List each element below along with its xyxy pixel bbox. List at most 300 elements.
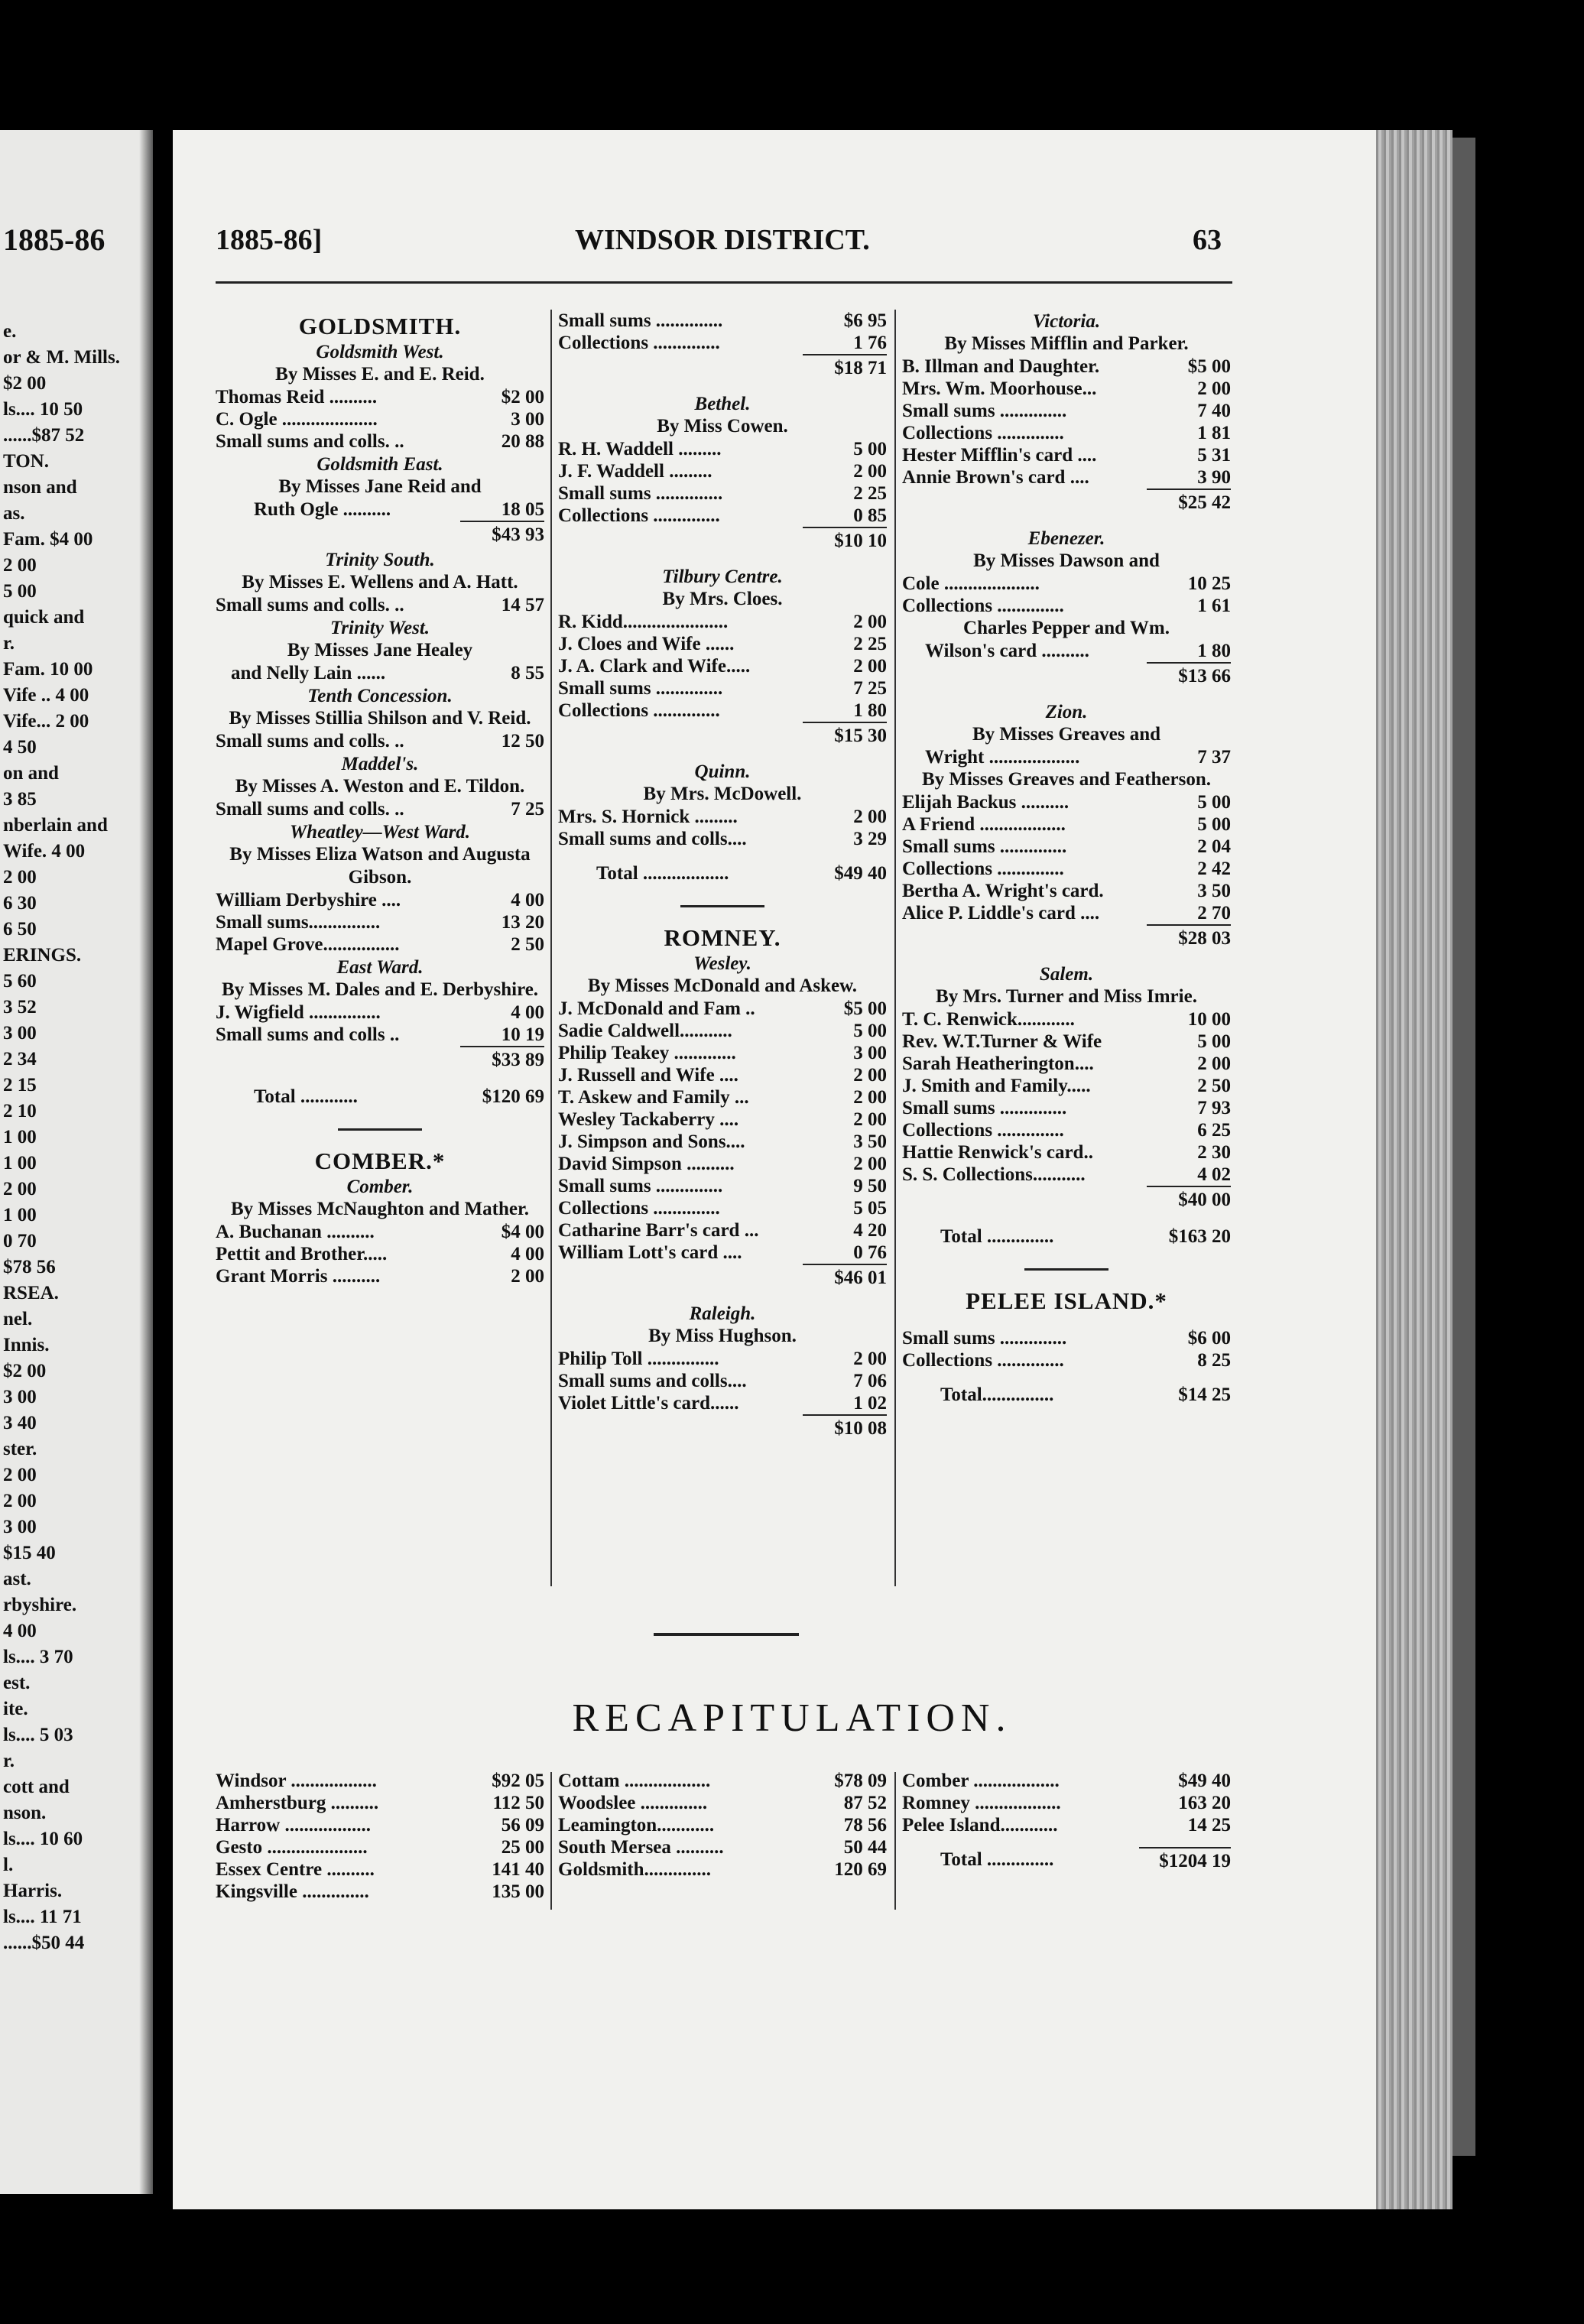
entry-amount: 2 30 [1197, 1142, 1231, 1163]
collectors: By Miss Cowen. [657, 416, 788, 437]
entry-label: Cottam .................. [558, 1771, 711, 1791]
entry-row [558, 1814, 887, 1836]
entry-row [902, 378, 1231, 400]
entry-row [902, 1053, 1231, 1075]
entry-label: Woodslee .............. [558, 1793, 708, 1813]
entry-label: Small sums .............. [902, 401, 1067, 421]
header-title: WINDSOR DISTRICT. [575, 224, 870, 256]
subtotal: $10 10 [558, 527, 887, 554]
entry-amount: 5 00 [1197, 1031, 1231, 1052]
entry-label: C. Ogle .................... [216, 409, 378, 430]
entry-label: Collections .............. [902, 423, 1064, 443]
left-page-text: ......$87 52 [3, 425, 85, 446]
subtotal: $28 03 [902, 924, 1231, 952]
entry-amount: 10 25 [1187, 573, 1231, 594]
entry-row [558, 1042, 887, 1064]
entry-amount: 10 00 [1187, 1009, 1231, 1030]
collectors: By Misses Jane Reid and [278, 476, 482, 497]
entry-row [558, 1770, 887, 1792]
left-page-text: 0 70 [3, 1231, 37, 1251]
left-page-text: 3 00 [3, 1517, 37, 1537]
recap-column-2 [558, 1770, 887, 1881]
entry-amount: 1 76 [853, 333, 887, 353]
entry-row [902, 355, 1231, 378]
entry-amount: 4 20 [853, 1220, 887, 1241]
entry-label: Small sums and colls. .. [216, 431, 404, 452]
entry-amount: 2 00 [1197, 378, 1231, 399]
entry-amount: 163 20 [1178, 1793, 1231, 1813]
entry-label: J. Simpson and Sons.... [558, 1131, 745, 1152]
collectors: By Misses Greaves and [972, 724, 1161, 745]
collectors: By Misses Dawson and [973, 550, 1160, 571]
entry-row [902, 422, 1231, 444]
entry-amount: 7 06 [853, 1371, 887, 1391]
entry-row [902, 444, 1231, 466]
circuit-name: Wheatley—West Ward. [289, 822, 471, 842]
entry-label: T. C. Renwick............ [902, 1009, 1075, 1030]
column-divider [550, 1772, 552, 1910]
left-page-text: cott and [3, 1777, 70, 1797]
circuit-name: Wesley. [693, 953, 751, 974]
left-page-text: $78 56 [3, 1257, 56, 1277]
entry-amount: 1 61 [1197, 596, 1231, 616]
entry-row [902, 400, 1231, 422]
entry-row [558, 310, 887, 332]
entry-amount: 14 25 [1187, 1815, 1231, 1836]
entry-label: Windsor .................. [216, 1771, 377, 1791]
left-page-text: Vife .. 4 00 [3, 685, 89, 706]
left-page-text: 4 00 [3, 1621, 37, 1641]
entry-row [902, 1164, 1231, 1186]
left-page-text: nson and [3, 477, 77, 498]
entry-label: Collections .............. [558, 700, 720, 721]
left-page-text: ls.... 10 50 [3, 399, 83, 420]
entry-amount: 20 88 [501, 431, 544, 452]
entry-row [558, 482, 887, 505]
entry-amount: $49 40 [1178, 1771, 1231, 1791]
left-page-text: 5 00 [3, 581, 37, 602]
entry-amount: 5 00 [853, 1021, 887, 1041]
entry-label: T. Askew and Family ... [558, 1087, 749, 1108]
subtotal: $25 42 [902, 488, 1231, 516]
left-page-text: nel. [3, 1309, 33, 1329]
left-page-text: $15 40 [3, 1543, 56, 1563]
section-heading: PELEE ISLAND.* [966, 1287, 1167, 1314]
entry-row [902, 1770, 1231, 1792]
section-heading: GOLDSMITH. [298, 313, 462, 339]
collectors: By Misses McNaughton and Mather. [230, 1199, 530, 1219]
entry-label: Violet Little's card...... [558, 1393, 739, 1414]
left-page-text: Innis. [3, 1335, 50, 1355]
entry-amount: 2 50 [511, 934, 544, 955]
left-page-text: as. [3, 503, 25, 524]
circuit-name: Trinity West. [329, 618, 430, 638]
entry-amount: 3 90 [1197, 467, 1231, 488]
entry-label: Thomas Reid .......... [216, 387, 378, 407]
header-year: 1885-86] [216, 224, 323, 256]
entry-row [558, 438, 887, 460]
left-page-text: ster. [3, 1439, 37, 1459]
page-number: 63 [1193, 224, 1222, 256]
collectors: By Misses Stillia Shilson and V. Reid. [229, 708, 531, 729]
left-page-text: ast. [3, 1569, 31, 1589]
entry-label: A. Buchanan .......... [216, 1222, 375, 1242]
entry-row [216, 408, 544, 430]
entry-amount: 5 05 [853, 1198, 887, 1219]
left-page-text: Fam. 10 00 [3, 659, 93, 680]
entry-row [558, 1392, 887, 1414]
left-page-text: 3 00 [3, 1023, 37, 1044]
entry-amount: 4 00 [511, 1244, 544, 1264]
entry-label: Philip Teakey ............. [558, 1043, 736, 1063]
entry-row [216, 386, 544, 408]
entry-label: Small sums .............. [902, 1098, 1067, 1118]
section-total: Total ............ $120 69 [254, 1086, 544, 1107]
entry-row [558, 699, 887, 722]
circuit-name: Ebenezer. [1027, 528, 1105, 549]
entry-row [902, 573, 1231, 595]
entry-label: Grant Morris .......... [216, 1266, 381, 1287]
entry-label: David Simpson .......... [558, 1154, 735, 1174]
entry-row [558, 505, 887, 527]
left-page-text: RSEA. [3, 1283, 59, 1303]
entry-row [902, 1141, 1231, 1164]
entry-amount: 25 00 [501, 1837, 544, 1858]
column-1 [216, 310, 544, 1287]
entry-amount: $78 09 [834, 1771, 887, 1791]
entry-row [902, 1119, 1231, 1141]
entry-row: Ruth Ogle .......... 18 05 [254, 499, 544, 520]
entry-label: Hattie Renwick's card.. [902, 1142, 1093, 1163]
left-page-text: or & M. Mills. [3, 347, 120, 368]
entry-amount: 2 00 [853, 807, 887, 827]
entry-row [558, 332, 887, 354]
entry-label: Cole .................... [902, 573, 1040, 594]
entry-amount: $4 00 [501, 1222, 544, 1242]
entry-amount: $5 00 [1187, 356, 1231, 377]
subtotal: $43 93 [216, 521, 544, 548]
entry-amount: 78 56 [843, 1815, 887, 1836]
entry-row [558, 806, 887, 828]
entry-label: Romney .................. [902, 1793, 1061, 1813]
entry-row [558, 1242, 887, 1264]
collectors: By Mrs. Turner and Miss Imrie. [936, 986, 1197, 1007]
circuit-name: Quinn. [694, 761, 751, 782]
left-page-text: 3 40 [3, 1413, 37, 1433]
entry-amount: 2 00 [853, 1154, 887, 1174]
entry-amount: 2 00 [853, 612, 887, 632]
entry-row: and Nelly Lain ...... 8 55 [231, 663, 544, 683]
section-heading: ROMNEY. [664, 924, 781, 951]
entry-amount: 1 02 [853, 1393, 887, 1414]
circuit-name: East Ward. [336, 957, 424, 978]
circuit-name: Comber. [346, 1177, 414, 1197]
entry-amount: 112 50 [492, 1793, 544, 1813]
entry-row [558, 460, 887, 482]
left-page-text: 5 60 [3, 971, 37, 992]
entry-amount: 2 00 [853, 1087, 887, 1108]
left-page-text: r. [3, 633, 15, 654]
circuit-name: Bethel. [694, 394, 751, 414]
entry-amount: 2 04 [1197, 836, 1231, 857]
left-page-text: r. [3, 1751, 15, 1771]
circuit-name: Raleigh. [689, 1303, 756, 1324]
collectors: By Mrs. McDowell. [643, 784, 802, 804]
entry-label: Amherstburg .......... [216, 1793, 379, 1813]
entry-label: Small sums and colls.... [558, 829, 747, 849]
entry-amount: 2 00 [853, 1349, 887, 1369]
entry-label: R. H. Waddell ......... [558, 439, 722, 459]
left-page-text: quick and [3, 607, 85, 628]
entry-label: Harrow .................. [216, 1815, 371, 1836]
entry-label: William Lott's card .... [558, 1242, 742, 1263]
entry-amount: 1 81 [1197, 423, 1231, 443]
entry-amount: 1 80 [853, 700, 887, 721]
recap-title: RECAPITULATION. [572, 1696, 1012, 1740]
recap-column-3 [902, 1770, 1231, 1874]
entry-row [216, 1024, 544, 1046]
entry-label: Leamington............ [558, 1815, 715, 1836]
entry-label: Collections .............. [902, 1120, 1064, 1141]
entry-amount: 5 00 [1197, 792, 1231, 813]
header-rule [216, 281, 1232, 284]
entry-label: Sadie Caldwell........... [558, 1021, 732, 1041]
recap-column-1 [216, 1770, 544, 1903]
entry-row: Small sums and colls. .. 7 25 [216, 799, 544, 820]
entry-row [902, 466, 1231, 488]
entry-amount: 5 00 [853, 439, 887, 459]
entry-row [216, 1814, 544, 1836]
entry-amount: 10 19 [501, 1024, 544, 1045]
entry-row [216, 1858, 544, 1881]
left-page-text: ite. [3, 1699, 28, 1719]
left-page-text: Wife. 4 00 [3, 841, 86, 862]
entry-amount: 2 70 [1197, 903, 1231, 923]
collectors: By Miss Hughson. [648, 1326, 797, 1346]
entry-row [558, 1858, 887, 1881]
entry-label: Catharine Barr's card ... [558, 1220, 759, 1241]
left-page-text: 2 00 [3, 1179, 37, 1199]
entry-row [216, 1881, 544, 1903]
entry-amount: 7 93 [1197, 1098, 1231, 1118]
entry-row [558, 1836, 887, 1858]
entry-label: R. Kidd...................... [558, 612, 729, 632]
entry-row [216, 1836, 544, 1858]
entry-amount: 5 31 [1197, 445, 1231, 466]
entry-amount: 2 42 [1197, 859, 1231, 879]
entry-row [902, 836, 1231, 858]
entry-label: Philip Toll ............... [558, 1349, 719, 1369]
left-page-text: ......$50 44 [3, 1933, 85, 1953]
left-page-text: l. [3, 1855, 14, 1875]
entry-label: Small sums .............. [902, 1328, 1067, 1349]
entry-row [902, 1814, 1231, 1836]
entry-label: J. Smith and Family..... [902, 1076, 1091, 1096]
entry-row [902, 1097, 1231, 1119]
left-page-text: $2 00 [3, 1361, 47, 1381]
subtotal: $33 89 [216, 1046, 544, 1073]
entry-label: South Mersea .......... [558, 1837, 724, 1858]
section-rule [680, 905, 764, 907]
entry-label: Collections .............. [902, 1350, 1064, 1371]
left-page-text: e. [3, 321, 17, 342]
entry-label: B. Illman and Daughter. [902, 356, 1100, 377]
entry-amount: 3 50 [1197, 881, 1231, 901]
entry-amount: 50 44 [843, 1837, 887, 1858]
entry-label: Kingsville .............. [216, 1881, 369, 1902]
entry-amount: 87 52 [843, 1793, 887, 1813]
subtotal: $10 08 [558, 1414, 887, 1442]
left-page-text: TON. [3, 451, 49, 472]
circuit-name: Trinity South. [325, 550, 435, 570]
entry-amount: 135 00 [492, 1881, 544, 1902]
column-divider [550, 310, 552, 1586]
entry-row [216, 1792, 544, 1814]
entry-label: Annie Brown's card .... [902, 467, 1089, 488]
entry-row [216, 911, 544, 933]
left-page-text: ls.... 11 71 [3, 1907, 82, 1927]
entry-row [558, 1153, 887, 1175]
circuit-name: Maddel's. [341, 754, 419, 774]
column-divider [894, 1772, 896, 1910]
left-page-text: 2 10 [3, 1101, 37, 1121]
entry-label: Sarah Heatherington.... [902, 1053, 1094, 1074]
entry-row [558, 1792, 887, 1814]
recap-total: Total .............. $1204 19 [902, 1847, 1231, 1874]
subtotal: $40 00 [902, 1186, 1231, 1213]
entry-amount: 8 25 [1197, 1350, 1231, 1371]
entry-amount: 3 00 [853, 1043, 887, 1063]
entry-label: Small sums and colls.... [558, 1371, 747, 1391]
entry-row [902, 1792, 1231, 1814]
entry-label: Collections .............. [902, 859, 1064, 879]
left-page-text: 3 85 [3, 789, 37, 810]
left-page-text: 4 50 [3, 737, 37, 758]
entry-amount: $92 05 [492, 1771, 544, 1791]
entry-label: S. S. Collections........... [902, 1164, 1086, 1185]
left-page-text: est. [3, 1673, 31, 1693]
left-page-text: 1 00 [3, 1205, 37, 1225]
entry-row [558, 1219, 887, 1242]
entry-label: Small sums............... [216, 912, 381, 933]
left-page-text: $2 00 [3, 373, 47, 394]
entry-label: J. A. Clark and Wife..... [558, 656, 751, 677]
section-total: Total .................. $49 40 [596, 863, 887, 884]
left-page-header: 1885-86 [3, 222, 105, 257]
collectors: By Misses Eliza Watson and Augusta Gibson. [229, 844, 531, 888]
entry-row [558, 1131, 887, 1153]
entry-amount: 0 85 [853, 505, 887, 526]
entry-amount: $5 00 [843, 998, 887, 1019]
page-edges [1376, 130, 1453, 2209]
entry-label: Elijah Backus .......... [902, 792, 1070, 813]
entry-label: Collections .............. [558, 505, 720, 526]
entry-label: Gesto ..................... [216, 1837, 368, 1858]
entry-row [902, 880, 1231, 902]
left-page-text: 1 00 [3, 1127, 37, 1147]
entry-amount: 3 50 [853, 1131, 887, 1152]
entry-row [558, 1086, 887, 1108]
entry-amount: 4 00 [511, 1002, 544, 1023]
entry-label: Pelee Island............ [902, 1815, 1058, 1836]
entry-label: Small sums .............. [558, 310, 723, 331]
left-page-text: Fam. $4 00 [3, 529, 93, 550]
entry-row [558, 611, 887, 633]
left-page-text: 6 50 [3, 919, 37, 940]
entry-label: Goldsmith.............. [558, 1859, 712, 1880]
entry-label: Small sums and colls .. [216, 1024, 400, 1045]
entry-amount: 0 76 [853, 1242, 887, 1263]
collectors: By Misses McDonald and Askew. [587, 975, 858, 996]
entry-amount: 9 50 [853, 1176, 887, 1196]
entry-amount: $2 00 [501, 387, 544, 407]
entry-row [216, 889, 544, 911]
entry-label: Small sums .............. [558, 1176, 723, 1196]
left-page-text: on and [3, 763, 59, 784]
collectors: By Misses Greaves and Featherson. [922, 769, 1211, 790]
entry-amount: $6 95 [843, 310, 887, 331]
entry-label: Mrs. S. Hornick ......... [558, 807, 738, 827]
entry-amount: 13 20 [501, 912, 544, 933]
entry-row: Small sums and colls. .. 14 57 [216, 595, 544, 615]
entry-label: J. F. Waddell ......... [558, 461, 712, 482]
entry-row [902, 813, 1231, 836]
circuit-name: Zion. [1045, 702, 1088, 722]
entry-label: Mrs. Wm. Moorhouse... [902, 378, 1097, 399]
entry-amount: 2 00 [853, 1109, 887, 1130]
left-page-text: ERINGS. [3, 945, 82, 966]
left-page-text: ls.... 10 60 [3, 1829, 83, 1849]
entry-row [558, 655, 887, 677]
entry-amount: 7 40 [1197, 401, 1231, 421]
recap-rule [654, 1633, 799, 1636]
entry-amount: 141 40 [492, 1859, 544, 1880]
entry-row [902, 902, 1231, 924]
entry-amount: 56 09 [501, 1815, 544, 1836]
entry-amount: 5 00 [1197, 814, 1231, 835]
collectors: By Misses Jane Healey [287, 640, 473, 661]
left-page-text: nson. [3, 1803, 47, 1823]
entry-label: Hester Mifflin's card .... [902, 445, 1097, 466]
entry-amount: $6 00 [1187, 1328, 1231, 1349]
entry-label: William Derbyshire .... [216, 890, 401, 910]
left-page-text: 2 00 [3, 555, 37, 576]
entry-row [902, 595, 1231, 617]
entry-label: J. Wigfield ............... [216, 1002, 381, 1023]
entry-label: J. McDonald and Fam .. [558, 998, 755, 1019]
left-page-text: 3 52 [3, 997, 37, 1018]
entry-row: Wright ................... 7 37 [925, 747, 1231, 768]
entry-row: Small sums and colls. .. 12 50 [216, 731, 544, 751]
left-page-text: rbyshire. [3, 1595, 77, 1615]
collectors: By Misses Mifflin and Parker. [944, 333, 1189, 354]
entry-label: Collections .............. [558, 1198, 720, 1219]
left-page-text: ls.... 5 03 [3, 1725, 73, 1745]
entry-row [558, 1348, 887, 1370]
entry-amount: 2 25 [853, 634, 887, 654]
left-page-text: Harris. [3, 1881, 63, 1901]
entry-amount: 2 50 [1197, 1076, 1231, 1096]
left-page-text: 2 15 [3, 1075, 37, 1095]
section-total: Total............... $14 25 [940, 1384, 1231, 1405]
collectors: By Misses M. Dales and E. Derbyshire. [221, 979, 539, 1000]
entry-label: J. Cloes and Wife ...... [558, 634, 735, 654]
entry-row [216, 1221, 544, 1243]
entry-label: Wesley Tackaberry .... [558, 1109, 739, 1130]
entry-label: Bertha A. Wright's card. [902, 881, 1104, 901]
entry-amount: 4 02 [1197, 1164, 1231, 1185]
subtotal: $18 71 [558, 354, 887, 381]
